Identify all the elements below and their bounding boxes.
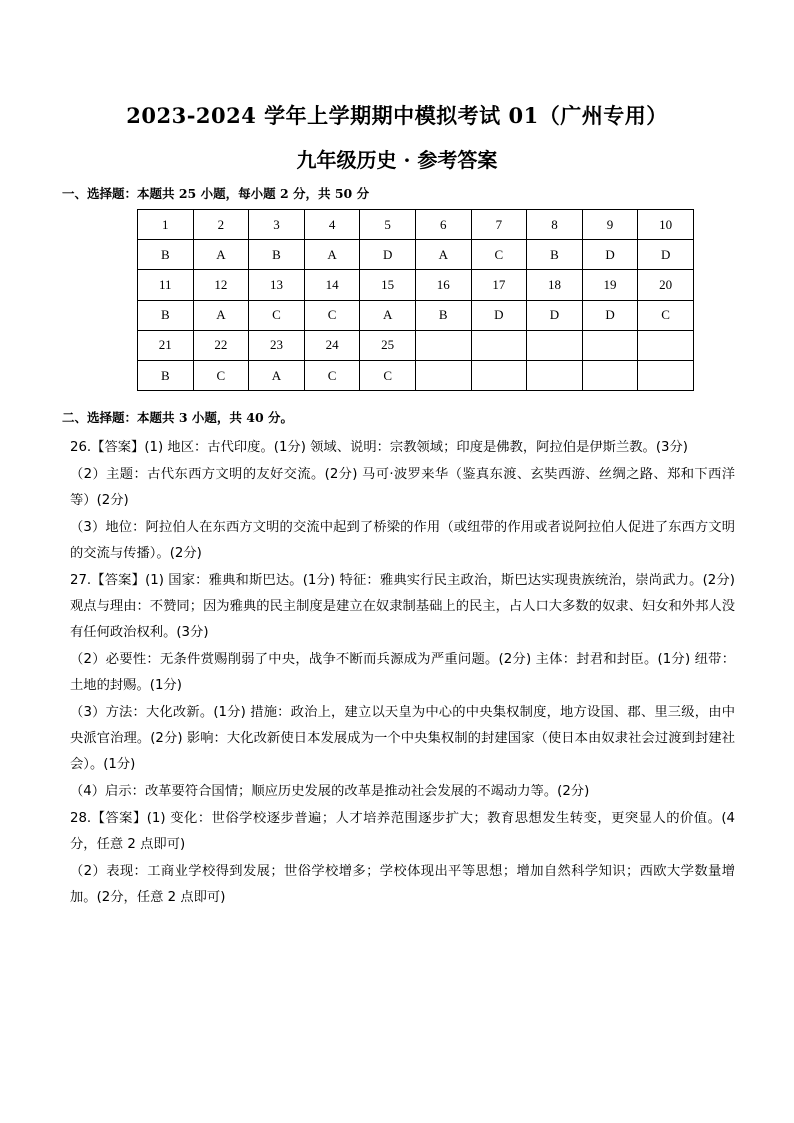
table-cell: 6 <box>415 210 471 240</box>
table-cell: 17 <box>471 270 527 300</box>
table-cell <box>638 360 694 390</box>
table-cell: 5 <box>360 210 416 240</box>
table-cell <box>527 330 583 360</box>
answer-paragraph: （2）必要性：无条件赏赐削弱了中央，战争不断而兵源成为严重问题。(2分) 主体：封君和封臣。(1分) 纽带：土地的封赐。(1分) <box>70 652 735 693</box>
table-row <box>138 300 694 330</box>
answer-paragraph: （2）表现：工商业学校得到发展；世俗学校增多；学校体现出平等思想；增加自然科学知识；西欧大学数量增加。(2分，任意 2 点即可) <box>70 864 735 905</box>
table-cell <box>582 360 638 390</box>
table-cell: D <box>527 300 583 330</box>
table-cell: 4 <box>304 210 360 240</box>
table-row <box>138 240 694 270</box>
table-cell <box>582 330 638 360</box>
table-cell <box>527 360 583 390</box>
table-cell: C <box>471 240 527 270</box>
table-cell: 13 <box>249 270 305 300</box>
table-cell: 15 <box>360 270 416 300</box>
answer-paragraph: （4）启示：改革要符合国情；顺应历史发展的改革是推动社会发展的不竭动力等。(2分) <box>70 784 590 799</box>
table-cell: 21 <box>138 330 194 360</box>
table-row <box>138 360 694 390</box>
answer-table <box>137 209 694 391</box>
table-cell <box>415 360 471 390</box>
answer-paragraph: 26.【答案】(1) 地区：古代印度。(1分) 领域、说明：宗教领域；印度是佛教，阿拉伯是伊斯兰教。(3分) <box>70 440 688 455</box>
table-cell: 14 <box>304 270 360 300</box>
table-row <box>138 330 694 360</box>
table-cell: 2 <box>193 210 249 240</box>
table-row <box>138 270 694 300</box>
table-cell: C <box>360 360 416 390</box>
table-cell: 16 <box>415 270 471 300</box>
table-cell: A <box>415 240 471 270</box>
table-cell: 1 <box>138 210 194 240</box>
table-cell: B <box>138 240 194 270</box>
page-title: 2023-2024 学年上学期期中模拟考试 01（广州专用） <box>126 103 668 128</box>
table-cell: A <box>249 360 305 390</box>
table-cell: A <box>304 240 360 270</box>
section-2-heading: 二、选择题：本题共 3 小题，共 40 分。 <box>62 410 294 425</box>
table-cell: C <box>304 360 360 390</box>
table-cell: 25 <box>360 330 416 360</box>
table-cell: D <box>360 240 416 270</box>
answer-paragraph: （2）主题：古代东西方文明的友好交流。(2分) 马可·波罗来华（鉴真东渡、玄奘西游、丝绸之路、郑和下西洋等）(2分) <box>70 467 735 508</box>
table-cell: 19 <box>582 270 638 300</box>
table-cell: 10 <box>638 210 694 240</box>
table-cell: A <box>193 240 249 270</box>
table-cell <box>415 330 471 360</box>
table-cell: C <box>304 300 360 330</box>
table-cell: 3 <box>249 210 305 240</box>
table-cell: C <box>249 300 305 330</box>
table-cell: 20 <box>638 270 694 300</box>
answer-paragraph: （3）地位：阿拉伯人在东西方文明的交流中起到了桥梁的作用（或纽带的作用或者说阿拉伯人促进了东西方文明的交流与传播）。(2分) <box>70 520 735 561</box>
table-cell: 12 <box>193 270 249 300</box>
section-1-heading: 一、选择题：本题共 25 小题，每小题 2 分，共 50 分 <box>62 186 370 201</box>
table-cell: 18 <box>527 270 583 300</box>
table-cell: 7 <box>471 210 527 240</box>
table-cell: D <box>471 300 527 330</box>
table-cell: 8 <box>527 210 583 240</box>
table-cell: D <box>638 240 694 270</box>
answer-paragraph: 27.【答案】(1) 国家：雅典和斯巴达。(1分) 特征：雅典实行民主政治，斯巴达实现贵族统治，崇尚武力。(2分) 观点与理由：不赞同；因为雅典的民主制度是建立在奴隶制基础上的民主，占人口大多数的奴隶、妇女和外邦人没有任何政治权利。(3分) <box>70 573 735 640</box>
table-cell: C <box>638 300 694 330</box>
table-cell: B <box>415 300 471 330</box>
answer-paragraph: （3）方法：大化改新。(1分) 措施：政治上，建立以天皇为中心的中央集权制度，地方设国、郡、里三级，由中央派官治理。(2分) 影响：大化改新使日本发展成为一个中央集权制的封建国家（使日本由奴隶社会过渡到封建社会）。(1分) <box>70 705 735 772</box>
table-cell: 24 <box>304 330 360 360</box>
table-cell <box>638 330 694 360</box>
table-row <box>138 210 694 240</box>
table-cell: B <box>138 300 194 330</box>
table-cell: B <box>527 240 583 270</box>
table-cell: D <box>582 240 638 270</box>
table-cell: 11 <box>138 270 194 300</box>
table-cell: A <box>360 300 416 330</box>
table-cell: 23 <box>249 330 305 360</box>
table-cell: C <box>193 360 249 390</box>
table-cell: 22 <box>193 330 249 360</box>
table-cell: 9 <box>582 210 638 240</box>
page-subtitle: 九年级历史 · 参考答案 <box>296 148 498 172</box>
answer-paragraph: 28.【答案】(1) 变化：世俗学校逐步普遍；人才培养范围逐步扩大；教育思想发生转变，更突显人的价值。(4分，任意 2 点即可) <box>70 811 735 852</box>
table-cell: B <box>138 360 194 390</box>
table-cell: D <box>582 300 638 330</box>
answer-body <box>70 435 735 912</box>
table-cell: B <box>249 240 305 270</box>
table-cell <box>471 330 527 360</box>
table-cell <box>471 360 527 390</box>
table-cell: A <box>193 300 249 330</box>
